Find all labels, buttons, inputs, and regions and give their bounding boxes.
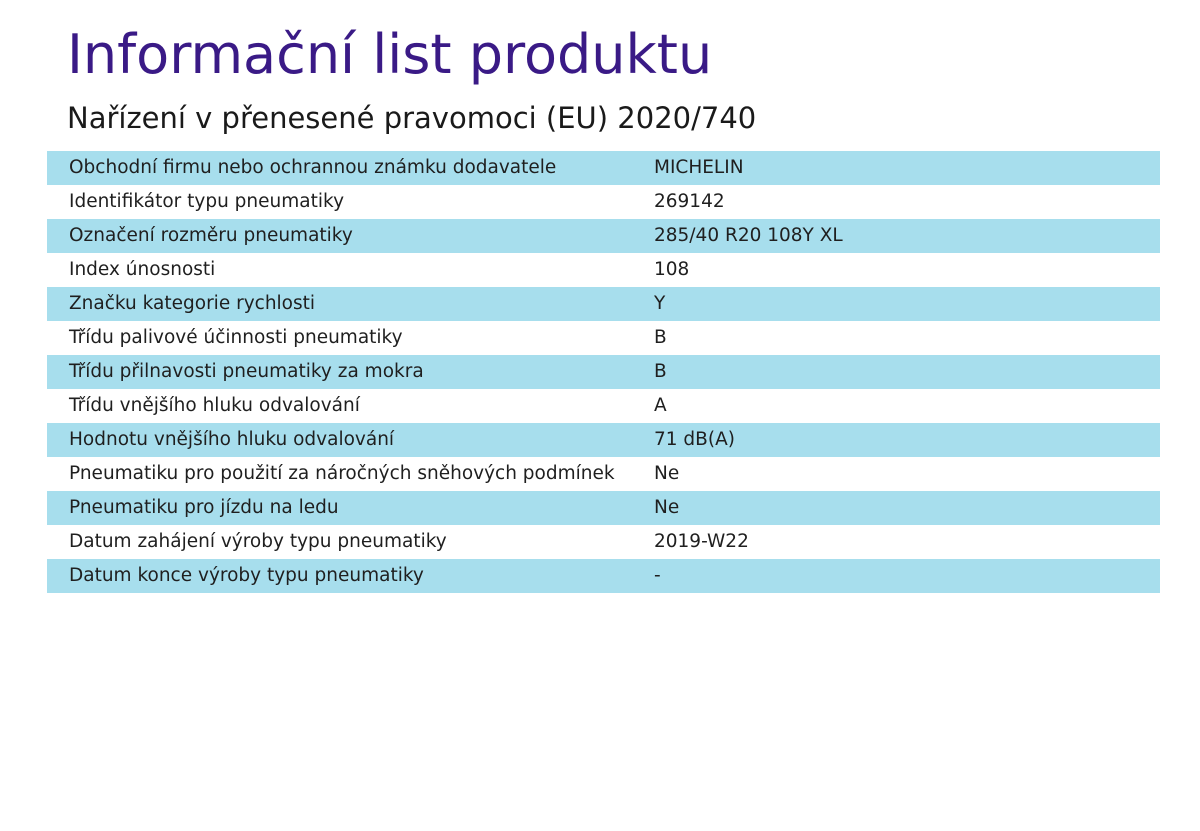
table-row <box>47 355 1160 389</box>
row-label: Třídu přilnavosti pneumatiky za mokra <box>47 355 634 389</box>
row-label: Identifikátor typu pneumatiky <box>47 185 634 219</box>
row-value: 285/40 R20 108Y XL <box>634 219 1160 253</box>
row-label: Značku kategorie rychlosti <box>47 287 634 321</box>
row-value: B <box>634 321 1160 355</box>
row-value: MICHELIN <box>634 151 1160 185</box>
regulation-subtitle: Nařízení v přenesené pravomoci (EU) 2020/740 <box>67 101 757 135</box>
row-label: Hodnotu vnějšího hluku odvalování <box>47 423 634 457</box>
table-row <box>47 559 1160 593</box>
row-label: Index únosnosti <box>47 253 634 287</box>
row-label: Datum zahájení výroby typu pneumatiky <box>47 525 634 559</box>
table-row <box>47 457 1160 491</box>
table-row <box>47 423 1160 457</box>
row-value: Y <box>634 287 1160 321</box>
row-label: Třídu palivové účinnosti pneumatiky <box>47 321 634 355</box>
table-row <box>47 219 1160 253</box>
row-value: B <box>634 355 1160 389</box>
row-value: 269142 <box>634 185 1160 219</box>
table-row <box>47 253 1160 287</box>
row-value: Ne <box>634 457 1160 491</box>
row-label: Obchodní firmu nebo ochrannou známku dodavatele <box>47 151 634 185</box>
row-value: 2019-W22 <box>634 525 1160 559</box>
table-row <box>47 491 1160 525</box>
table-row <box>47 389 1160 423</box>
product-info-table <box>47 151 1160 593</box>
row-label: Pneumatiku pro jízdu na ledu <box>47 491 634 525</box>
row-label: Třídu vnějšího hluku odvalování <box>47 389 634 423</box>
row-value: - <box>634 559 1160 593</box>
table-row <box>47 151 1160 185</box>
row-label: Pneumatiku pro použití za náročných sněhových podmínek <box>47 457 634 491</box>
table-row <box>47 185 1160 219</box>
row-value: A <box>634 389 1160 423</box>
row-value: 71 dB(A) <box>634 423 1160 457</box>
document-title: Informační list produktu <box>67 23 713 86</box>
row-label: Označení rozměru pneumatiky <box>47 219 634 253</box>
row-label: Datum konce výroby typu pneumatiky <box>47 559 634 593</box>
row-value: Ne <box>634 491 1160 525</box>
table-row <box>47 287 1160 321</box>
table-row <box>47 321 1160 355</box>
table-row <box>47 525 1160 559</box>
row-value: 108 <box>634 253 1160 287</box>
